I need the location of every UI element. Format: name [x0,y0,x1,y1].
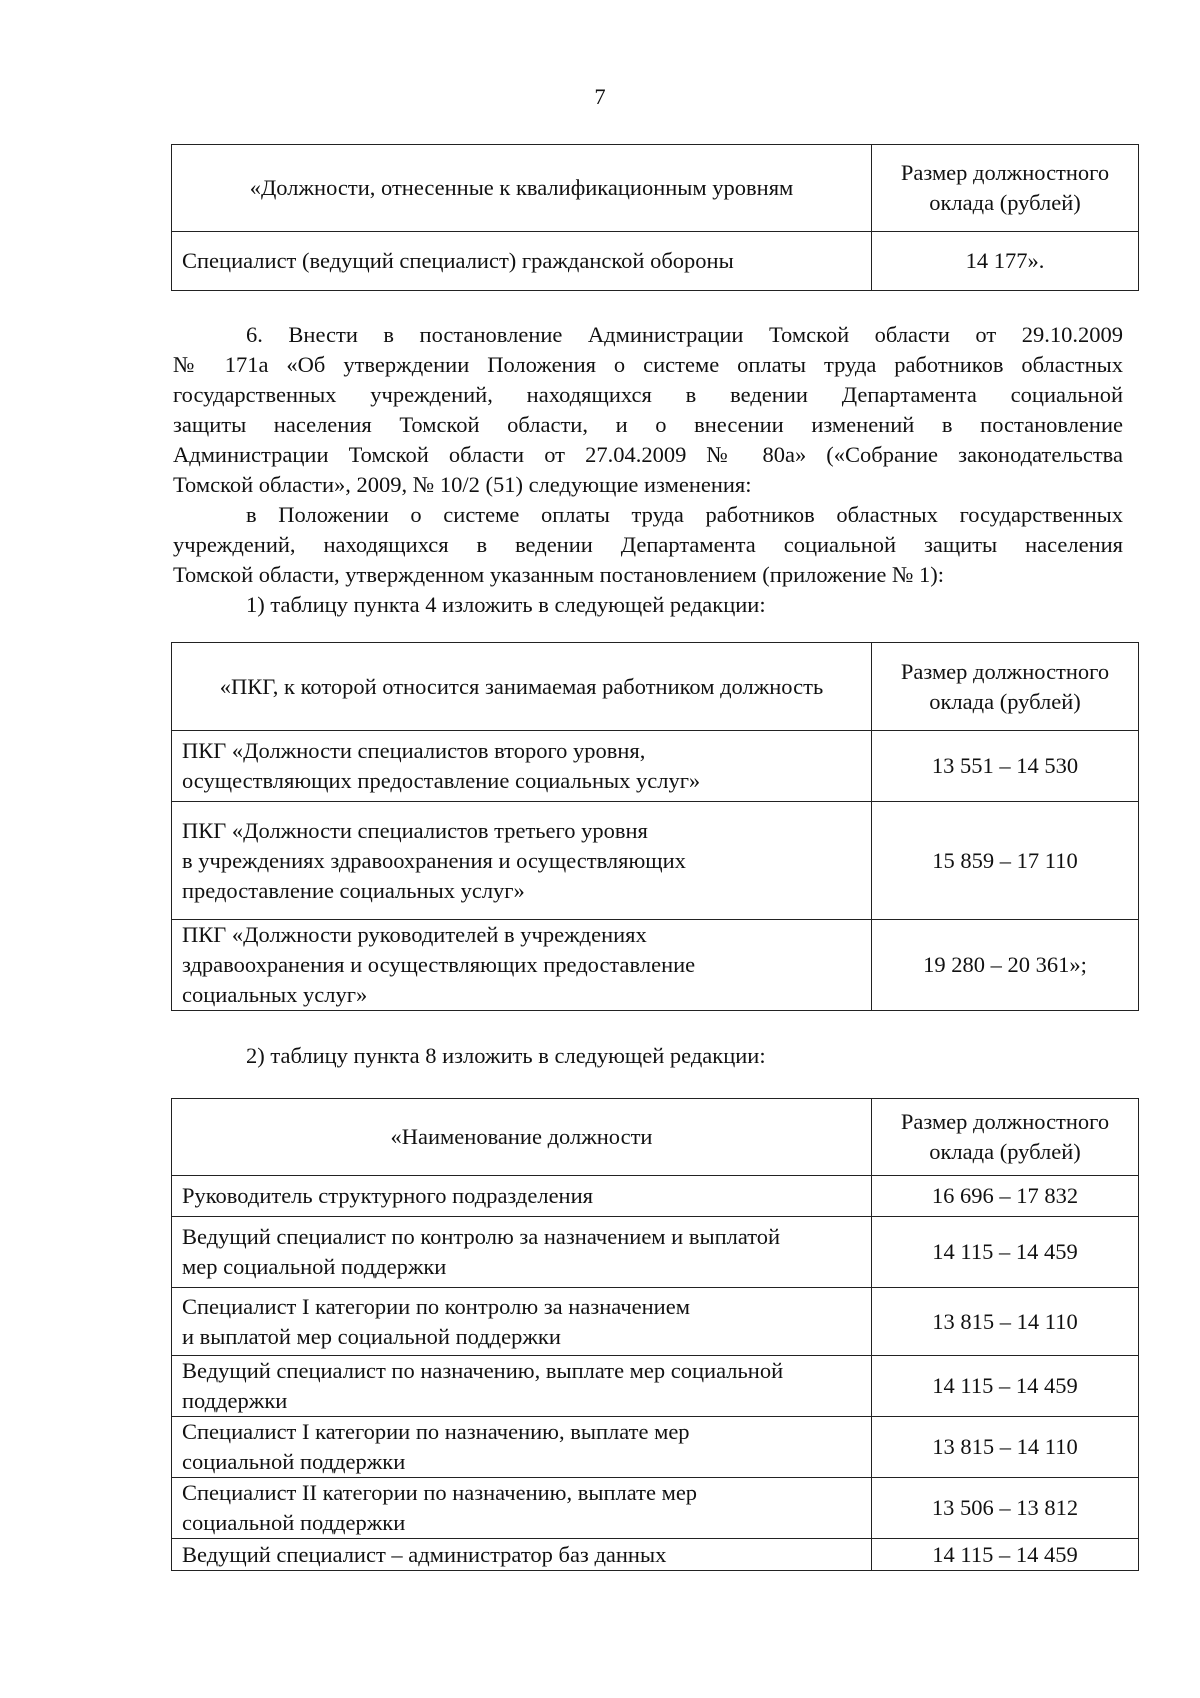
cell-line: социальной поддержки [182,1449,406,1474]
table-row [172,802,1139,920]
cell-line: ПКГ «Должности специалистов второго уровня, [182,738,646,763]
cell-line: ПКГ «Должности руководителей в учреждениях [182,922,647,947]
table-row [172,232,1139,291]
salary-cell: 13 815 – 14 110 [872,1417,1139,1478]
cell-line: в учреждениях здравоохранения и осуществляющих [182,847,686,873]
position-name-cell [172,1417,872,1478]
table-row [172,731,1139,802]
paragraph-line: государственных учреждений, находящихся в ведении Департамента социальной [173,382,1123,407]
paragraph-regulation [173,500,1123,590]
paragraph-line: в Положении о системе оплаты труда работников областных государственных [246,502,1123,527]
paragraph-line: 2) таблицу пункта 8 изложить в следующей редакции: [246,1043,766,1068]
table-position-salaries [171,1098,1139,1571]
salary-cell: 13 506 – 13 812 [872,1478,1139,1539]
cell-line: здравоохранения и осуществляющих предоставление [182,952,696,977]
table-row [172,1217,1139,1288]
cell-line: предоставление социальных услуг» [182,877,525,903]
cell-line: Ведущий специалист по назначению, выплате мер социальной [182,1358,784,1383]
cell-line: поддержки [182,1388,288,1413]
position-name-cell [172,802,872,920]
salary-cell: 14 115 – 14 459 [872,1356,1139,1417]
cell-line: мер социальной поддержки [182,1254,447,1279]
cell-line: Руководитель структурного подразделения [182,1183,593,1208]
position-name-cell [172,1356,872,1417]
salary-cell: 13 551 – 14 530 [872,731,1139,802]
cell-line: Специалист II категории по назначению, выплате мер [182,1480,698,1505]
paragraph-item-2 [173,1041,1123,1071]
salary-cell: 14 115 – 14 459 [872,1217,1139,1288]
paragraph-line: Томской области, утвержденном указанным постановлением (приложение № 1): [173,562,945,587]
cell-line: Специалист I категории по назначению, выплате мер [182,1419,690,1444]
cell-line: Ведущий специалист по контролю за назначением и выплатой [182,1224,781,1249]
table-header-cell: Размер должностного оклада (рублей) [872,643,1139,731]
table-header-cell: «Должности, отнесенные к квалификационным уровням [172,145,872,232]
salary-cell: 13 815 – 14 110 [872,1288,1139,1356]
paragraph-item-1 [173,590,1123,620]
salary-cell: 14 115 – 14 459 [872,1539,1139,1571]
paragraph-item-6 [173,320,1123,500]
table-row [172,920,1139,1011]
salary-cell: 14 177». [872,232,1139,291]
table-header-cell: «ПКГ, к которой относится занимаемая работником должность [172,643,872,731]
table-row [172,1417,1139,1478]
salary-cell: 16 696 – 17 832 [872,1176,1139,1217]
position-name-cell [172,920,872,1011]
table-positions-qualification [171,144,1139,291]
cell-line: Специалист I категории по контролю за назначением [182,1293,690,1319]
paragraph-line: 6. Внести в постановление Администрации Томской области от 29.10.2009 [246,322,1123,347]
table-header-cell: Размер должностного оклада (рублей) [872,1099,1139,1176]
table-header-row [172,145,1139,232]
cell-line: социальных услуг» [182,982,368,1007]
paragraph-line: Томской области», 2009, № 10/2 (51) следующие изменения: [173,472,752,497]
cell-line: осуществляющих предоставление социальных услуг» [182,768,701,793]
position-name-cell [172,1288,872,1356]
position-name-cell: Специалист (ведущий специалист) гражданской обороны [172,232,872,291]
paragraph-line: 1) таблицу пункта 4 изложить в следующей редакции: [246,592,766,617]
position-name-cell [172,1478,872,1539]
cell-line: ПКГ «Должности специалистов третьего уровня [182,817,648,843]
table-row [172,1356,1139,1417]
page-number: 7 [594,84,606,109]
salary-cell: 15 859 – 17 110 [872,802,1139,920]
position-name-cell [172,1217,872,1288]
paragraph-line: Администрации Томской области от 27.04.2009 № 80а» («Собрание законодательства [173,442,1123,467]
table-row [172,1176,1139,1217]
table-header-row [172,1099,1139,1176]
paragraph-line: № 171а «Об утверждении Положения о системе оплаты труда работников областных [173,352,1123,377]
table-header-cell: Размер должностного оклада (рублей) [872,145,1139,232]
table-row [172,1478,1139,1539]
salary-cell: 19 280 – 20 361»; [872,920,1139,1011]
table-pkg-salaries [171,642,1139,1011]
table-header-cell: «Наименование должности [172,1099,872,1176]
paragraph-line: учреждений, находящихся в ведении Департамента социальной защиты населения [173,532,1123,557]
cell-line: Ведущий специалист – администратор баз данных [182,1541,667,1567]
table-row [172,1539,1139,1571]
cell-line: социальной поддержки [182,1510,406,1535]
table-header-row [172,643,1139,731]
position-name-cell [172,731,872,802]
paragraph-line: защиты населения Томской области, и о внесении изменений в постановление [173,412,1123,437]
position-name-cell [172,1176,872,1217]
table-row [172,1288,1139,1356]
cell-line: и выплатой мер социальной поддержки [182,1323,561,1349]
position-name-cell [172,1539,872,1571]
